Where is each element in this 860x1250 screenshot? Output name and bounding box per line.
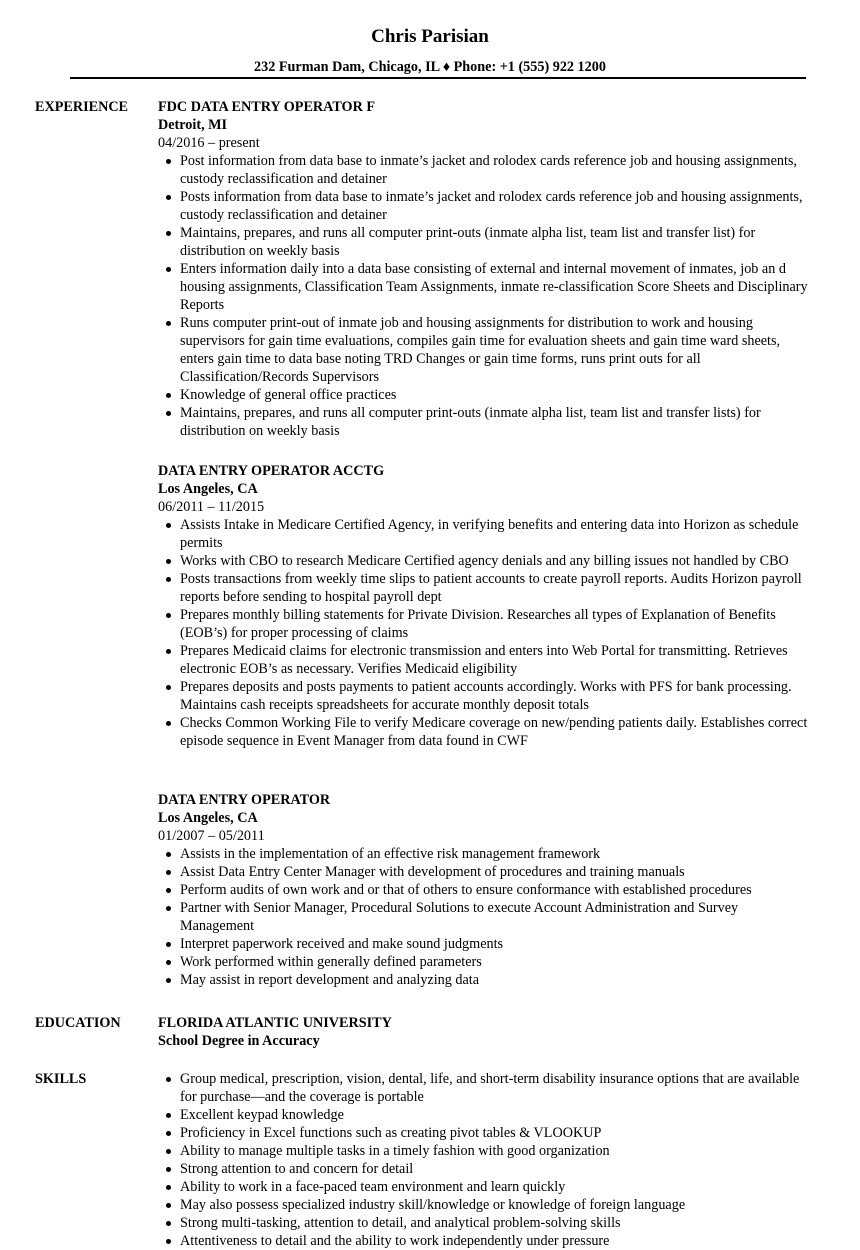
job-title: FDC DATA ENTRY OPERATOR F [158,99,376,115]
candidate-name: Chris Parisian [371,26,489,47]
skill-item: Strong attention to and concern for detail [180,1160,813,1178]
job-entry [158,98,813,440]
bullet-item: Post information from data base to inmate’s jacket and rolodex cards reference job and housing assignments, custody reclassification and detainer [180,152,813,188]
job-location: Detroit, MI [158,117,228,133]
bullet-item: Perform audits of own work and or that of others to ensure conformance with established procedures [180,881,813,899]
education-entry [158,1014,813,1050]
bullet-item: Checks Common Working File to verify Medicare coverage on new/pending patients daily. Establishes correct episode sequence in Event Manager from data found in CWF [180,714,813,750]
section-label-experience: EXPERIENCE [35,99,129,115]
bullet-item: Partner with Senior Manager, Procedural Solutions to execute Account Administration and Survey Management [180,899,813,935]
school-name: FLORIDA ATLANTIC UNIVERSITY [158,1015,392,1031]
bullet-item: Assists Intake in Medicare Certified Agency, in verifying benefits and entering data into Horizon as schedule permits [180,516,813,552]
section-label-skills: SKILLS [35,1071,87,1087]
skills-bullets [158,1070,813,1250]
bullet-item: Runs computer print-out of inmate job and housing assignments for distribution to work and housing supervisors for gain time evaluations, compiles gain time for evaluation sheets and gain time ward sheets, enters gain time to data base noting TRD Changes or gain time forms, runs print outs for all Classification/Records Supervisors [180,314,813,386]
bullet-item: Works with CBO to research Medicare Certified agency denials and any billing issues not handled by CBO [180,552,813,570]
job-title: DATA ENTRY OPERATOR ACCTG [158,463,385,479]
section-label-education: EDUCATION [35,1015,121,1031]
job-dates: 01/2007 – 05/2011 [158,828,265,844]
job-entry [158,462,813,750]
bullet-item: Maintains, prepares, and runs all computer print-outs (inmate alpha list, team list and transfer list) for distribution on weekly basis [180,224,813,260]
bullet-item: Prepares monthly billing statements for Private Division. Researches all types of Explanation of Benefits (EOB’s) for proper processing of claims [180,606,813,642]
skill-item: Ability to manage multiple tasks in a timely fashion with good organization [180,1142,813,1160]
job-bullets [158,152,813,440]
job-location: Los Angeles, CA [158,810,258,826]
job-entry [158,791,813,989]
bullet-item: Maintains, prepares, and runs all computer print-outs (inmate alpha list, team list and transfer lists) for distribution on weekly basis [180,404,813,440]
bullet-item: Prepares deposits and posts payments to patient accounts accordingly. Works with PFS for bank processing. Maintains cash receipts spreadsheets for accurate monthly deposit totals [180,678,813,714]
bullet-item: Interpret paperwork received and make sound judgments [180,935,813,953]
skill-item: Attentiveness to detail and the ability to work independently under pressure [180,1232,813,1250]
job-dates: 06/2011 – 11/2015 [158,499,265,515]
job-location: Los Angeles, CA [158,481,258,497]
skill-item: Ability to work in a face-paced team environment and learn quickly [180,1178,813,1196]
contact-info: 232 Furman Dam, Chicago, IL ♦ Phone: +1 (555) 922 1200 [254,59,606,75]
skill-item: May also possess specialized industry skill/knowledge or knowledge of foreign language [180,1196,813,1214]
job-title: DATA ENTRY OPERATOR [158,792,331,808]
job-bullets [158,845,813,989]
skill-item: Proficiency in Excel functions such as creating pivot tables & VLOOKUP [180,1124,813,1142]
header-divider [70,77,806,79]
skill-item: Group medical, prescription, vision, dental, life, and short-term disability insurance options that are available for purchase—and the coverage is portable [180,1070,813,1106]
bullet-item: Assists in the implementation of an effective risk management framework [180,845,813,863]
bullet-item: Knowledge of general office practices [180,386,813,404]
bullet-item: Assist Data Entry Center Manager with development of procedures and training manuals [180,863,813,881]
bullet-item: Work performed within generally defined parameters [180,953,813,971]
skill-item: Strong multi-tasking, attention to detail, and analytical problem-solving skills [180,1214,813,1232]
job-dates: 04/2016 – present [158,135,260,151]
bullet-item: Enters information daily into a data base consisting of external and internal movement of inmates, job an d housing assignments, Classification Team Assignments, inmate re-classification Score Sheets and Disciplinary Reports [180,260,813,314]
bullet-item: May assist in report development and analyzing data [180,971,813,989]
degree: School Degree in Accuracy [158,1033,320,1049]
job-bullets [158,516,813,750]
skill-item: Excellent keypad knowledge [180,1106,813,1124]
bullet-item: Posts transactions from weekly time slips to patient accounts to create payroll reports. Audits Horizon payroll reports before sending to hospital payroll dept [180,570,813,606]
skills-list [158,1070,813,1250]
bullet-item: Prepares Medicaid claims for electronic transmission and enters into Web Portal for transmitting. Retrieves electronic EOB’s as necessary. Verifies Medicaid eligibility [180,642,813,678]
bullet-item: Posts information from data base to inmate’s jacket and rolodex cards reference job and housing assignments, custody reclassification and detainer [180,188,813,224]
